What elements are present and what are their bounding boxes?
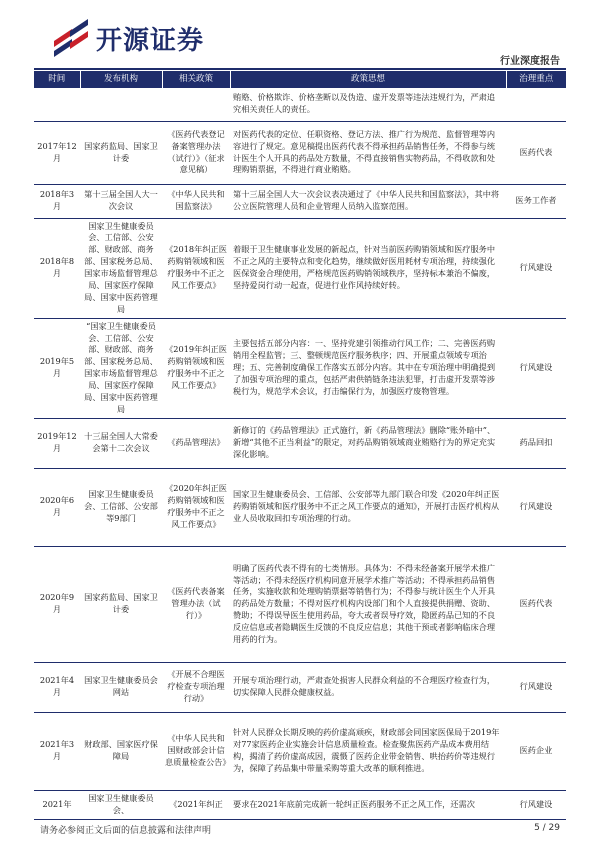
cell-org: 国家药监局、国家卫计委 (80, 121, 162, 184)
header-divider (34, 68, 566, 70)
cell-thought: 要求在2021年底前完成新一轮纠正医药服务不正之风工作，还需次 (230, 790, 506, 819)
cell-time: 2020年6月 (34, 468, 80, 546)
cell-time: 2019年5月 (34, 318, 80, 418)
cell-focus: 医药代表 (506, 546, 566, 662)
cell-thought: 第十三届全国人大一次会议表决通过了《中华人民共和国监察法》，其中将公立医院管理人员和企业管理人员纳入监察范围。 (230, 184, 506, 218)
cell-time: 2017年12月 (34, 121, 80, 184)
cell-policy: 《医药代表备案管理办法（试行）》 (162, 546, 230, 662)
cell-org (80, 88, 162, 121)
table-row (34, 662, 566, 712)
cell-focus: 行风建设 (506, 468, 566, 546)
kaiyuan-logo-icon (52, 19, 92, 57)
cell-thought: 国家卫生健康委员会、工信部、公安部等九部门联合印发《2020年纠正医药购销领域和医疗服务中不正之风工作要点的通知》，开展打击医疗机构从业人员收取回扣专项治理的行动。 (230, 468, 506, 546)
footer-divider (34, 819, 566, 820)
cell-thought: 贿赂、价格欺诈、价格垄断以及伪造、虚开发票等违法违规行为，严肃追究相关责任人的责任。 (230, 88, 506, 121)
table-header-row (34, 71, 566, 88)
brand-logo (52, 18, 232, 58)
cell-thought: 新修订的《药品管理法》正式施行，新《药品管理法》删除“账外暗中”、新增“其他不正当利益”的限定，对药品购销领域商业贿赂行为的界定充实深化影响。 (230, 418, 506, 468)
cell-policy: 《开展不合理医疗检查专项治理行动》 (162, 662, 230, 712)
cell-org: 国家卫生健康委员会、工信部、公安部、财政部、商务部、国家税务总局、国家市场监督管理总局、国家医疗保障局、国家中医药管理局 (80, 218, 162, 318)
column-header-org: 发布机构 (80, 71, 162, 88)
cell-time: 2018年3月 (34, 184, 80, 218)
cell-policy (162, 88, 230, 121)
table-row (34, 218, 566, 318)
cell-org: 第十三届全国人大一次会议 (80, 184, 162, 218)
cell-focus: 医药企业 (506, 712, 566, 790)
table-row (34, 546, 566, 662)
cell-policy: 《药品管理法》 (162, 418, 230, 468)
table-row (34, 121, 566, 184)
table-row (34, 184, 566, 218)
cell-focus: 医务工作者 (506, 184, 566, 218)
cell-thought: 着眼于卫生健康事业发展的新起点，针对当前医药购销领域和医疗服务中不正之风的主要特点和变化趋势，继续做好医用耗材专项治理，持续强化医保资金合理使用，严格规范医药购销领域秩序，坚持标本兼治不偏废，坚持爱岗行动一起查，促进行业作风持续好转。 (230, 218, 506, 318)
table-row (34, 468, 566, 546)
cell-time: 2018年8月 (34, 218, 80, 318)
cell-policy: 《2021年纠正 (162, 790, 230, 819)
cell-focus: 行风建设 (506, 790, 566, 819)
cell-org: 国家药监局、国家卫计委 (80, 546, 162, 662)
cell-focus: 行风建设 (506, 318, 566, 418)
cell-org: 十三届全国人大常委会第十二次会议 (80, 418, 162, 468)
page-number: 5 / 29 (534, 823, 560, 833)
cell-org: 国家卫生健康委员会、工信部、公安部等9部门 (80, 468, 162, 546)
cell-policy: 《医药代表登记备案管理办法（试行）》（征求意见稿） (162, 121, 230, 184)
cell-focus (506, 88, 566, 121)
cell-focus: 医药代表 (506, 121, 566, 184)
cell-focus: 药品回扣 (506, 418, 566, 468)
cell-thought: 对医药代表的定位、任职资格、登记方法、推广行为规范、监督管理等内容进行了规定。意见稿提出医药代表不得承担药品销售任务，不得参与统计医生个人开具的药品处方数量，不得直接销售实物药品，不得收款和处理购销票据，不得进行商业贿赂。 (230, 121, 506, 184)
table-row (34, 790, 566, 819)
cell-policy: 《2018年纠正医药购销领域和医疗服务中不正之风工作要点》 (162, 218, 230, 318)
cell-thought: 主要包括五部分内容：一、坚持党建引领推动行风工作；二、完善医药购销用全程监管；三、整顿规范医疗服务秩序；四、开展重点领域专项治理；五、完善制度确保工作落实五部分内容。其中在专项治理中明确提到了加强专项治理的重点，包括严肃供销链条违法犯罪，打击虚开发票等涉税行为，规范学术会议，打击编保行为，加强医疗废物管理。 (230, 318, 506, 418)
column-header-thought: 政策思想 (230, 71, 506, 88)
column-header-time: 时间 (34, 71, 80, 88)
cell-time: 2021年3月 (34, 712, 80, 790)
cell-time: 2019年12月 (34, 418, 80, 468)
table-row (34, 712, 566, 790)
cell-time (34, 88, 80, 121)
table-row (34, 318, 566, 418)
policy-table (34, 71, 566, 820)
cell-policy: 《2019年纠正医药购销领域和医疗服务中不正之风工作要点》 (162, 318, 230, 418)
table-row (34, 418, 566, 468)
page-header (0, 0, 600, 70)
cell-thought: 明确了医药代表不得有的七类情形。具体为：不得未经备案开展学术推广等活动；不得未经医疗机构同意开展学术推广等活动；不得承担药品销售任务，实施收款和处理购销票据等销售行为；不得参与统计医生个人开具的药品处方数量；不得对医疗机构内设部门和个人直接提供捐赠、资助、赞助；不得误导医生使用药品，夸大或者误导疗效，隐匿药品已知的不良反应信息或者隐瞒医生反馈的不良反应信息；其他干预或者影响临床合理用药的行为。 (230, 546, 506, 662)
column-header-focus: 治理重点 (506, 71, 566, 88)
cell-policy: 《2020年纠正医药购销领域和医疗服务中不正之风工作要点》 (162, 468, 230, 546)
report-type-label: 行业深度报告 (500, 56, 560, 67)
cell-policy: 《中华人民共和国监察法》 (162, 184, 230, 218)
cell-focus: 行风建设 (506, 218, 566, 318)
cell-thought: 开展专项治理行动，严肃查处损害人民群众利益的不合理医疗检查行为，切实保障人民群众健康权益。 (230, 662, 506, 712)
cell-focus: 行风建设 (506, 662, 566, 712)
cell-time: 2020年9月 (34, 546, 80, 662)
cell-org: 国家卫生健康委员会、 (80, 790, 162, 819)
footer-disclaimer: 请务必参阅正文后面的信息披露和法律声明 (40, 826, 212, 836)
cell-time: 2021年4月 (34, 662, 80, 712)
table-row (34, 88, 566, 121)
cell-time: 2021年 (34, 790, 80, 819)
cell-org: 财政部、国家医疗保障局 (80, 712, 162, 790)
brand-name: 开源证券 (96, 25, 205, 56)
cell-org: 国家卫生健康委员会网站 (80, 662, 162, 712)
cell-org: “国家卫生健康委员会、工信部、公安部、财政部、商务部、国家税务总局、国家市场监督管理总局、国家医疗保障局、国家中医药管理局 (80, 318, 162, 418)
cell-thought: 针对人民群众长期反映的药价虚高顽疾，财政部会同国家医保局于2019年对77家医药企业实施会计信息质量检查。检查聚焦医药产品成本费用结构，揭清了药价虚高成因，震慑了医药企业带金销售、哄抬药价等违规行为，保障了药品集中带量采购等重大改革的顺利推进。 (230, 712, 506, 790)
column-header-policy: 相关政策 (162, 71, 230, 88)
cell-policy: 《中华人民共和国财政部会计信息质量检查公告》 (162, 712, 230, 790)
